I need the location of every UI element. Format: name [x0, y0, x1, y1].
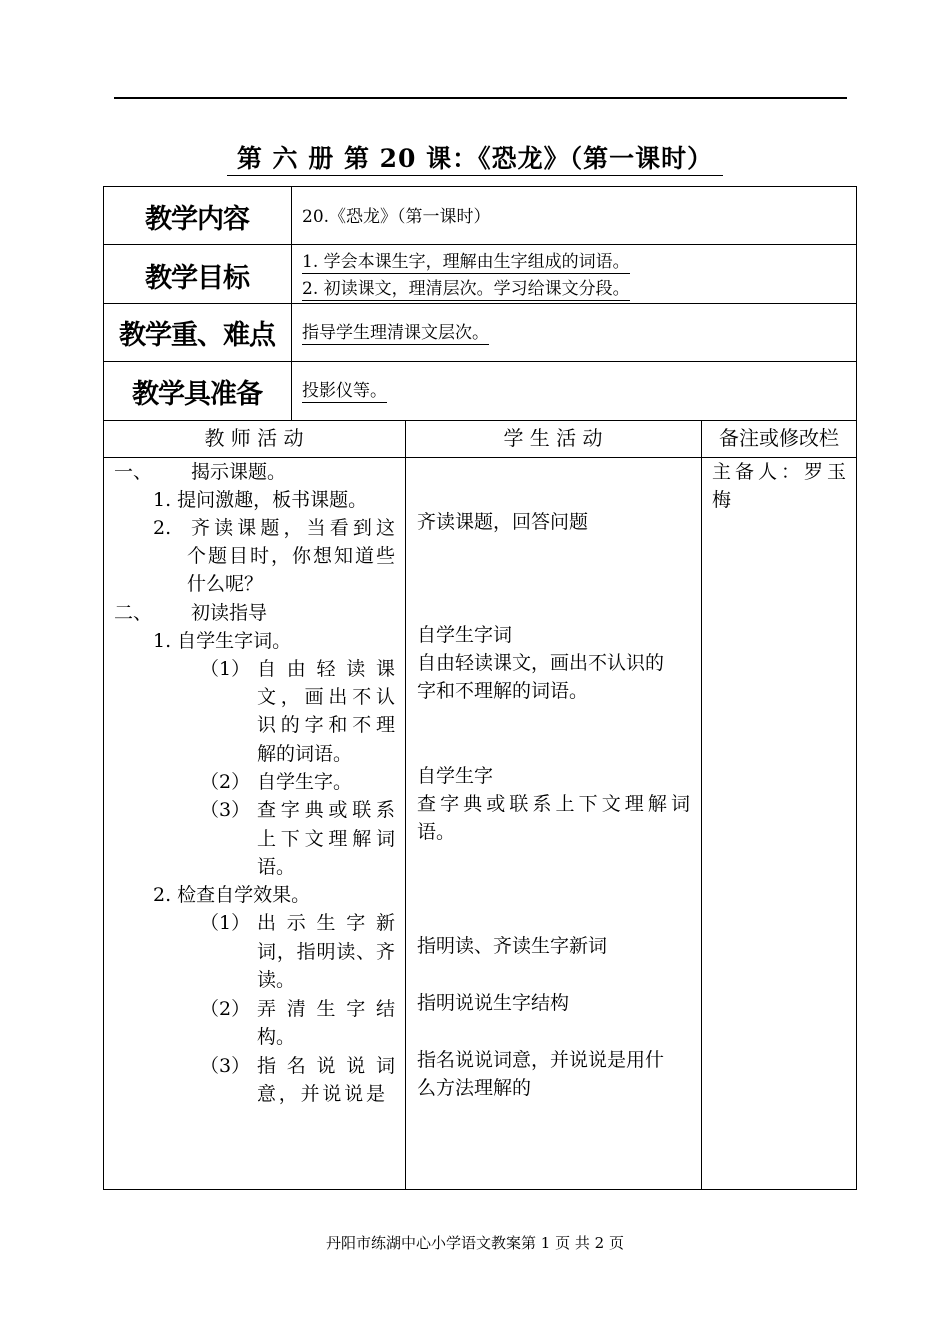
student-activity: 自学生字词 — [417, 624, 513, 646]
focus-value-text: 指导学生理清课文层次。 — [302, 323, 489, 343]
subitem-line: 语。 — [257, 856, 296, 878]
content-label: 教学内容 — [145, 204, 249, 235]
subitem-number: （1） — [200, 658, 251, 680]
student-activity: 语。 — [417, 821, 456, 843]
content-value: 20.《恐龙》（第一课时） — [302, 207, 491, 227]
student-activity: 指名说说词意，并说说是用什 — [417, 1049, 665, 1071]
section-1-item-2-line: 什么呢？ — [187, 573, 264, 595]
section-2-title: 初读指导 — [191, 602, 268, 624]
row-rule — [103, 361, 857, 362]
subitem-line: 指名说说词 — [257, 1055, 395, 1077]
page-title-text: 第 六 册 第 20 课：《恐龙》（第一课时） — [227, 144, 723, 176]
notes-text: 梅 — [712, 489, 732, 511]
student-activity: 查字典或联系上下文理解词 — [417, 793, 690, 815]
subitem-line: 词，指明读、齐 — [257, 941, 395, 963]
subitem-line: 文，画出不认 — [257, 686, 395, 708]
subitem-line: 上下文理解词 — [257, 828, 395, 850]
student-activity: 么方法理解的 — [417, 1077, 532, 1099]
page-title — [0, 140, 950, 178]
subitem-line: 读。 — [257, 969, 296, 991]
teacher-column-header: 教 师 活 动 — [204, 426, 304, 450]
row-rule — [103, 244, 857, 245]
section-2-item-1: 1. 自学生字词。 — [153, 630, 292, 652]
section-2-item-2: 2. 检查自学效果。 — [153, 884, 311, 906]
subitem-number: （2） — [200, 998, 251, 1020]
section-1-title: 揭示课题。 — [191, 461, 287, 483]
notes-column-header: 备注或修改栏 — [719, 426, 839, 450]
focus-label: 教学重、难点 — [119, 320, 275, 351]
subitem-line: 查字典或联系 — [257, 799, 395, 821]
subitem-number: （2） — [200, 771, 251, 793]
notes-text: 主备人：罗玉 — [712, 461, 846, 483]
section-1-item-2-line: 齐读课题，当看到这 — [191, 517, 395, 539]
student-activity: 自由轻读课文，画出不认识的 — [417, 652, 665, 674]
page-footer: 丹阳市练湖中心小学语文教案第 1 页 共 2 页 — [326, 1234, 624, 1252]
student-activity: 自学生字 — [417, 765, 494, 787]
subitem-number: （1） — [200, 912, 251, 934]
subitem-line: 构。 — [257, 1026, 296, 1048]
tools-value-text: 投影仪等。 — [302, 381, 387, 401]
student-activity: 指明读、齐读生字新词 — [417, 935, 608, 957]
goal-2 — [302, 275, 630, 303]
section-2-number: 二、 — [114, 602, 153, 624]
subitem-line: 意，并说说是 — [257, 1083, 385, 1105]
subitem-line: 自学生字。 — [257, 771, 353, 793]
goal-label: 教学目标 — [145, 263, 249, 294]
subitem-line: 识的字和不理 — [257, 714, 395, 736]
student-activity: 字和不理解的词语。 — [417, 680, 589, 702]
section-1-number: 一、 — [114, 461, 153, 483]
column-divider — [701, 420, 702, 1190]
goal-2-text: 2. 初读课文，理清层次。学习给课文分段。 — [302, 279, 630, 299]
student-activity: 齐读课题，回答问题 — [417, 511, 589, 533]
row-rule — [103, 303, 857, 304]
tools-label: 教学具准备 — [132, 379, 262, 410]
goal-1 — [302, 248, 630, 276]
subitem-line: 解的词语。 — [257, 743, 353, 765]
subitem-line: 自由轻读课 — [257, 658, 395, 680]
student-column-header: 学 生 活 动 — [503, 426, 603, 450]
subitem-number: （3） — [200, 799, 251, 821]
goal-1-text: 1. 学会本课生字，理解由生字组成的词语。 — [302, 252, 630, 272]
section-1-item-1: 1. 提问激趣，板书课题。 — [153, 489, 368, 511]
subitem-line: 弄清生字结 — [257, 998, 395, 1020]
section-1-item-2-line: 个题目时，你想知道些 — [187, 545, 395, 567]
student-activity: 指明说说生字结构 — [417, 992, 570, 1014]
subitem-line: 出示生字新 — [257, 912, 395, 934]
tools-value — [302, 377, 387, 405]
column-divider — [405, 420, 406, 1190]
focus-value — [302, 319, 489, 347]
section-1-item-2-number: 2. — [153, 517, 172, 539]
subitem-number: （3） — [200, 1055, 251, 1077]
header-rule — [114, 97, 847, 99]
